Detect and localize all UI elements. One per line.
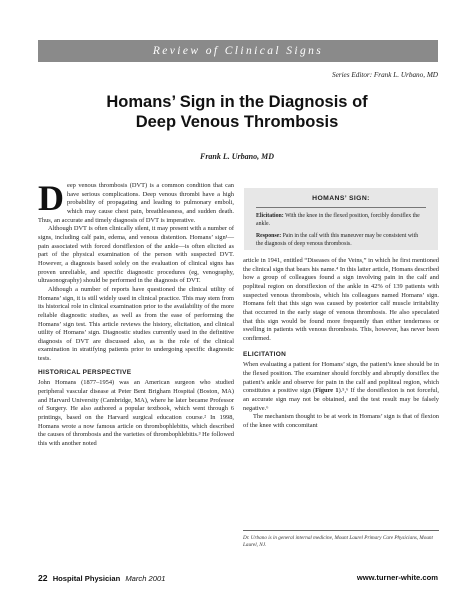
issue-date: March 2001 [125,574,166,583]
figure-1-reference: Figure 1 [315,387,339,395]
homans-sign-sidebar [244,188,438,250]
elicitation-paragraph-1-text-b: ).⁵,⁶ If the dorsiflexion is not forceful, an accurate sign may not be obtained, and the test result may be falsely negative.⁶ [243,387,439,412]
drop-cap: D [38,178,64,218]
historical-perspective-heading: HISTORICAL PERSPECTIVE [38,368,132,376]
page-footer-left [38,573,165,583]
continued-paragraph: article in 1941, entitled “Diseases of the Veins,” in which he first mentioned the clinical sign that bears his name.⁴ In this latter article, Homans described how a group of colleagues found a sign involving pain in the calf and popliteal region on dorsiflexion of the ankle in 42% of 139 patients with suspected venous thrombosis, which his colleagues named Homans’ sign. Homans felt that this sign was caused by posterior calf muscle irritability that occurred in the early stage of venous thrombosis. He also speculated that this sign would be found more frequently than either tenderness or swelling in patients with venous thrombosis. This, however, has never been confirmed. [243,257,439,342]
elicitation-paragraph-1 [243,361,439,413]
elicitation-heading: ELICITATION [243,350,287,358]
intro-paragraph-2: Although DVT is often clinically silent, it may present with a number of signs, including calf pain, edema, and venous distention. Homans’ sign¹—pain associated with forced dorsiflexion of the ankle—is often elicited as part of the physical examination of the person with suspected DVT. However, a diagnosis based solely on the evaluation of clinical signs has proven unreliable, and specific diagnostic procedures (eg, venography, ultrasonography) should be performed in the diagnosis of DVT. [38,225,234,285]
author-affiliation-footnote: Dr. Urbano is in general internal medicine, Mount Laurel Primary Care Physicians, Mount Laurel, NJ. [243,530,439,549]
elicitation-paragraph-2: The mechanism thought to be at work in Homans’ sign is that of flexion of the knee with concomitant [243,413,439,429]
sidebar-response [256,232,426,248]
sidebar-elicitation [256,212,426,228]
section-banner: Review of Clinical Signs [38,40,438,62]
sidebar-response-label: Response: [256,233,282,239]
title-line-2: Deep Venous Thrombosis [135,113,339,131]
column-right [243,257,439,430]
sidebar-title: HOMANS’ SIGN: [256,195,426,208]
elicitation-paragraph-1-text-a: When evaluating a patient for Homans’ sign, the patient’s knee should be in the flexed position. The examiner should forcibly and abruptly dorsiflex the patient’s ankle and observe for pain in the calf and popliteal region, which constitutes a positive sign ( [243,361,439,395]
intro-paragraph-1 [38,178,234,225]
title-line-1: Homans’ Sign in the Diagnosis of [106,93,368,111]
article-title [20,92,454,132]
sidebar-elicitation-text: With the knee in the flexed position, forcibly dorsiflex the ankle. [256,213,420,227]
series-editor: Series Editor: Frank L. Urbano, MD [331,71,438,79]
intro-paragraph-1-text: eep venous thrombosis (DVT) is a common condition that can have serious complications. Deep venous thrombi have a high probability of propagating and leading to pulmonary emboli, which may cause chest pain, breathlessness, and sudden death. Thus, an accurate and timely diagnosis of DVT is imperative. [38,182,234,224]
page-number: 22 [38,573,48,583]
sidebar-response-text: Pain in the calf with this maneuver may be consistent with the diagnosis of deep venous thrombosis. [256,233,419,247]
intro-paragraph-3: Although a number of reports have questioned the clinical utility of Homans’ sign, it is still widely used in clinical practice. This may stem from its historical role in clinical examination prior to the availability of the more reliable diagnostic studies, as well as from the ease of performing the Homans’ sign test. This article reviews the history, elicitation, and clinical utility of Homans’ sign. Diagnostic studies currently used in the definitive diagnosis of DVT are discussed also, as is the role of the clinical examination in stratifying patients prior to undergoing specific diagnostic tests. [38,285,234,363]
column-left [38,178,234,449]
author-byline: Frank L. Urbano, MD [199,152,274,161]
sidebar-elicitation-label: Elicitation: [256,213,284,219]
publisher-website: www.turner-white.com [356,573,438,582]
journal-name: Hospital Physician [52,574,121,583]
historical-paragraph-1: John Homans (1877–1954) was an American surgeon who studied peripheral vascular disease at Peter Bent Brigham Hospital (Boston, MA) and Harvard University (Cambridge, MA), where he later became Professor of Surgery. He also authored a popular textbook, which went through 6 printings, based on the Harvard surgical education course.² In 1998, Homans wrote a now famous article on thrombophlebitis, which described the causes of thrombosis and the varieties of thrombophlebitis.³ He followed this with another noted [38,379,234,448]
